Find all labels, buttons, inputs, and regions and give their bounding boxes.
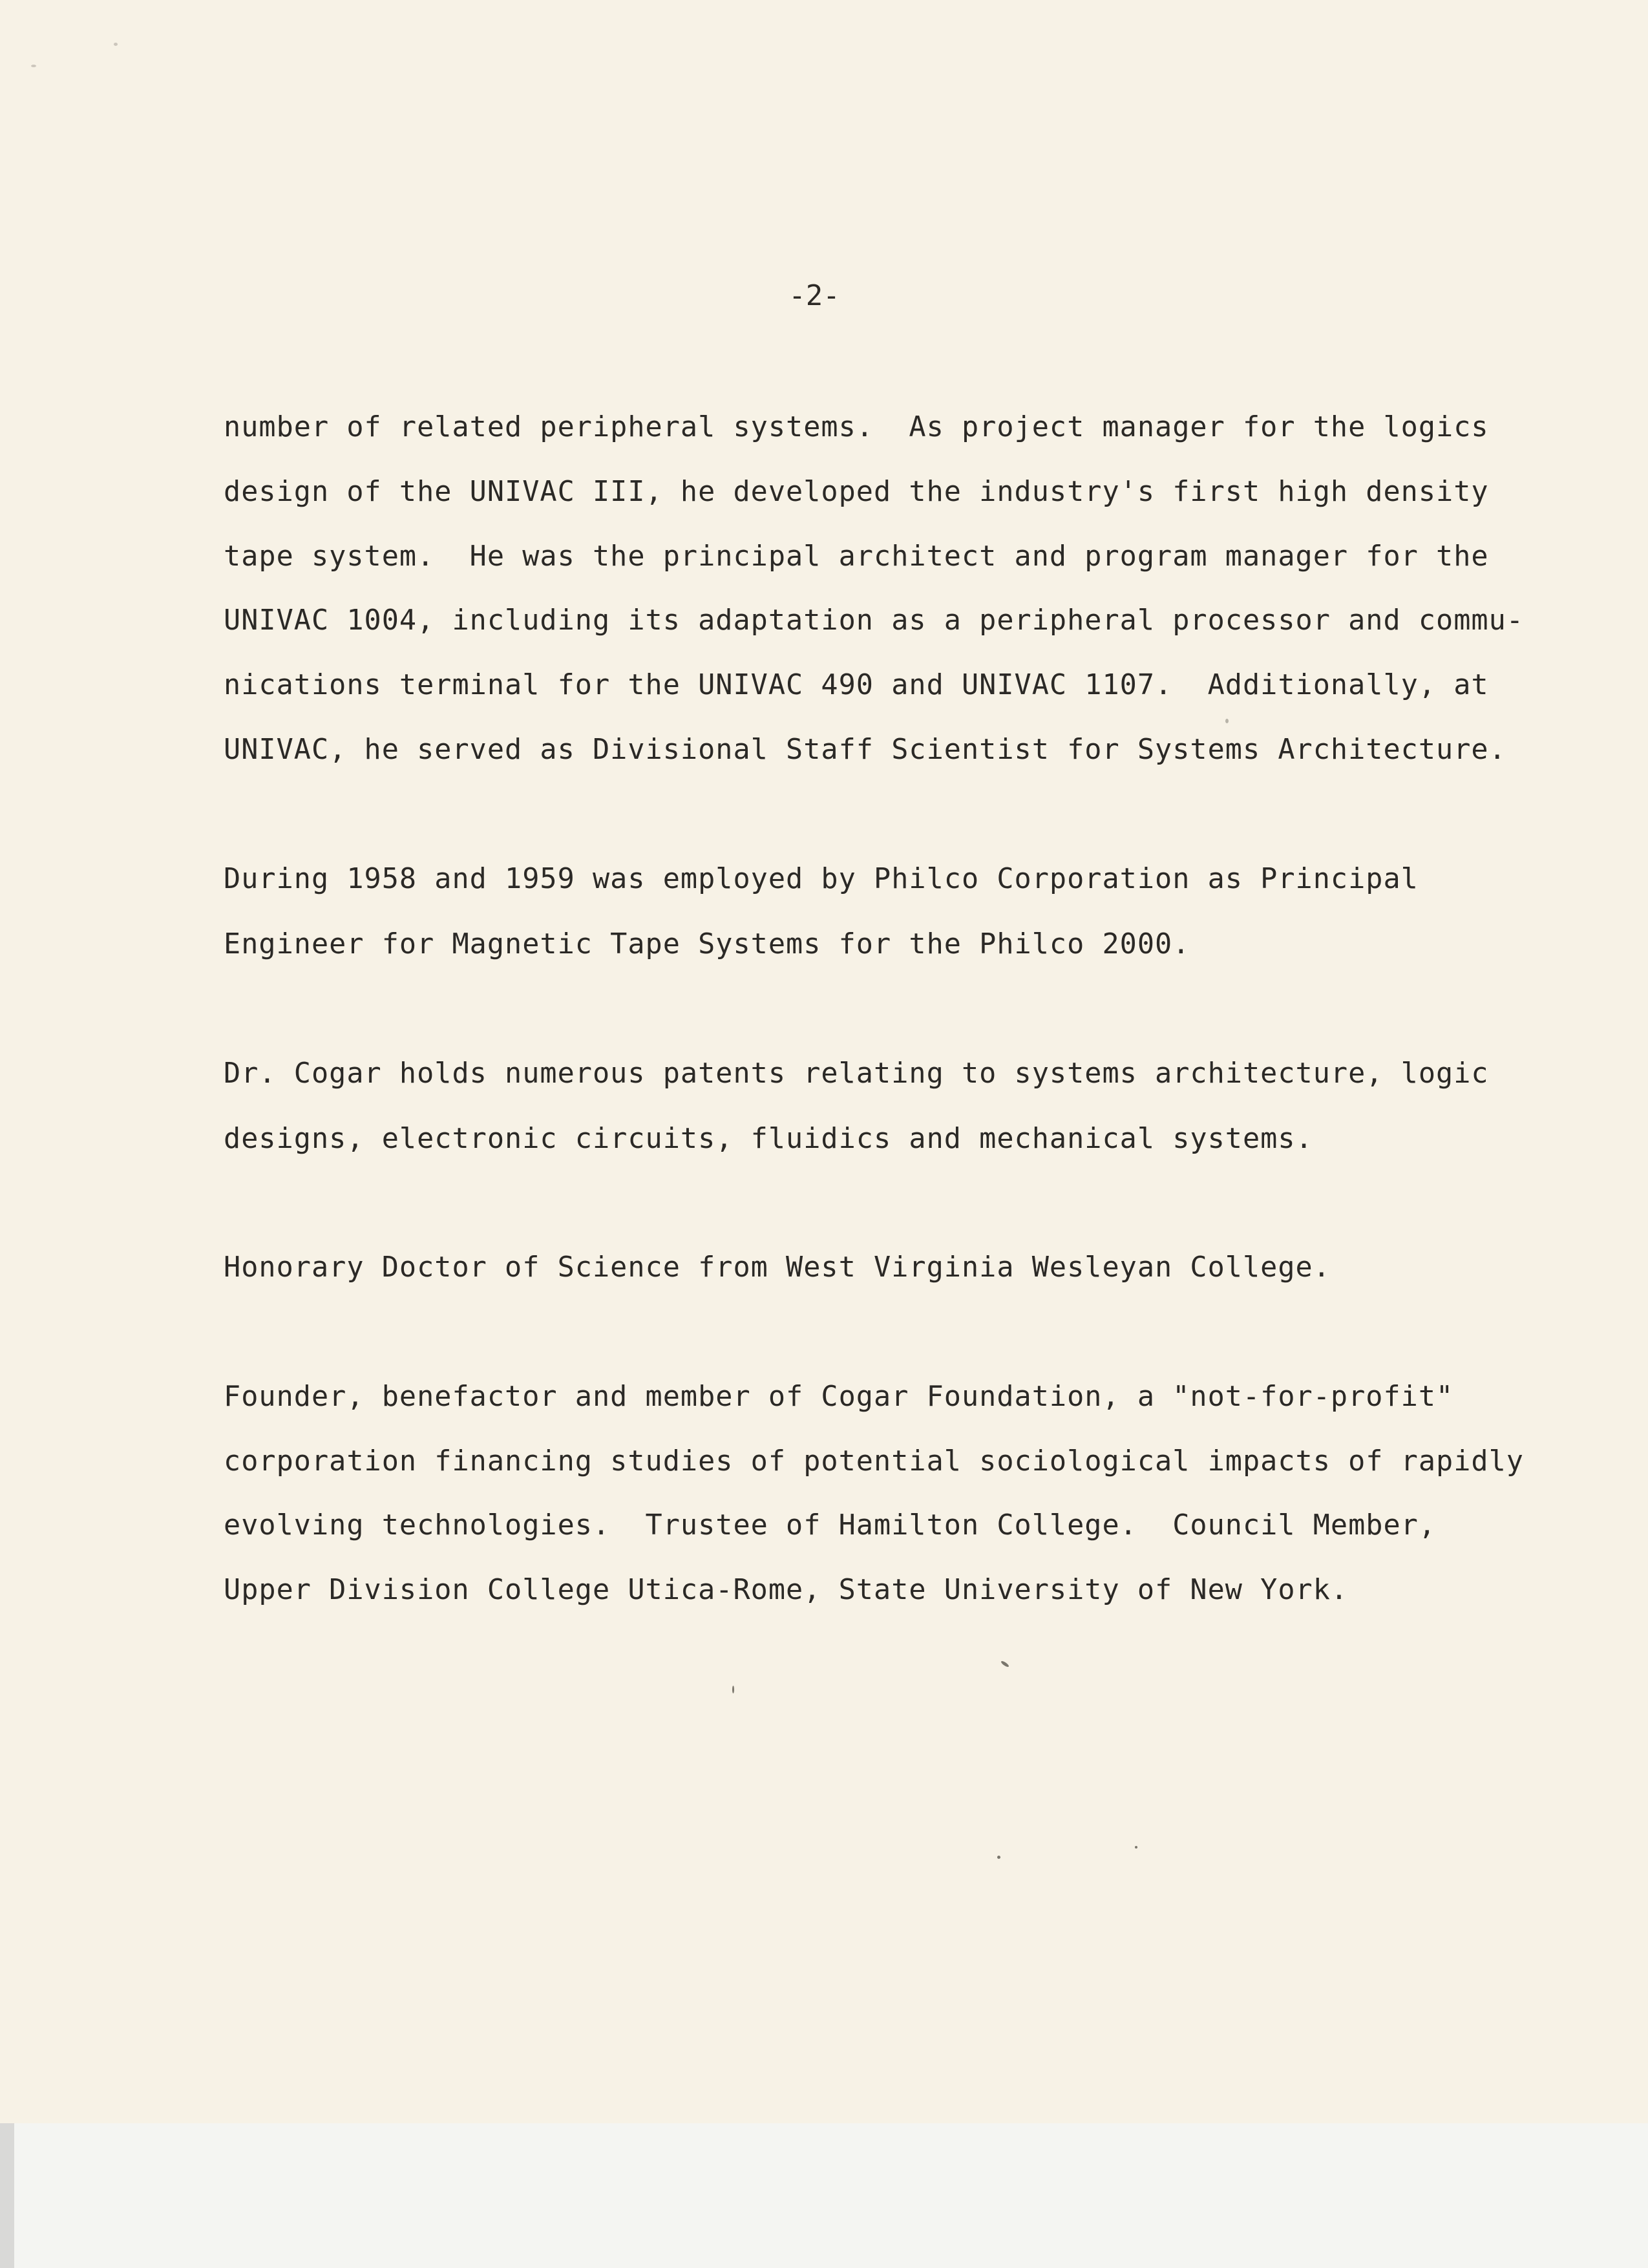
paragraph-4-line-1: Honorary Doctor of Science from West Virginia Wesleyan College. (224, 1251, 1331, 1284)
paragraph-2-line-2: Engineer for Magnetic Tape Systems for the Philco 2000. (224, 928, 1190, 960)
scan-speck (31, 65, 36, 67)
paragraph-5-line-3: evolving technologies. Trustee of Hamilton College. Council Member, (224, 1509, 1437, 1542)
paragraph-3-line-1: Dr. Cogar holds numerous patents relating to systems architecture, logic (224, 1057, 1489, 1090)
paragraph-1-line-3: tape system. He was the principal architect and program manager for the (224, 540, 1489, 573)
scanner-bed-edge (0, 2123, 14, 2268)
scan-speck (997, 1856, 1000, 1859)
scan-speck (1000, 1660, 1009, 1668)
page-number: -2- (788, 279, 840, 312)
paragraph-5-line-2: corporation financing studies of potential sociological impacts of rapidly (224, 1445, 1525, 1478)
paragraph-1-line-1: number of related peripheral systems. As project manager for the logics (224, 411, 1489, 443)
paragraph-1-line-2: design of the UNIVAC III, he developed the industry's first high density (224, 476, 1489, 508)
paragraph-2-line-1: During 1958 and 1959 was employed by Philco Corporation as Principal (224, 863, 1419, 895)
scan-speck (114, 43, 118, 46)
paragraph-1-line-5: nications terminal for the UNIVAC 490 and UNIVAC 1107. Additionally, at (224, 669, 1489, 701)
scan-speck (732, 1686, 734, 1693)
paragraph-1-line-4: UNIVAC 1004, including its adaptation as a peripheral processor and commu- (224, 604, 1525, 637)
paragraph-5-line-1: Founder, benefactor and member of Cogar Foundation, a "not-for-profit" (224, 1381, 1454, 1413)
scan-speck (1225, 719, 1229, 723)
paragraph-3-line-2: designs, electronic circuits, fluidics and mechanical systems. (224, 1123, 1313, 1155)
paragraph-1-line-6: UNIVAC, he served as Divisional Staff Scientist for Systems Architecture. (224, 734, 1506, 766)
paragraph-5-line-4: Upper Division College Utica-Rome, State University of New York. (224, 1574, 1349, 1606)
scan-speck (1135, 1846, 1137, 1849)
